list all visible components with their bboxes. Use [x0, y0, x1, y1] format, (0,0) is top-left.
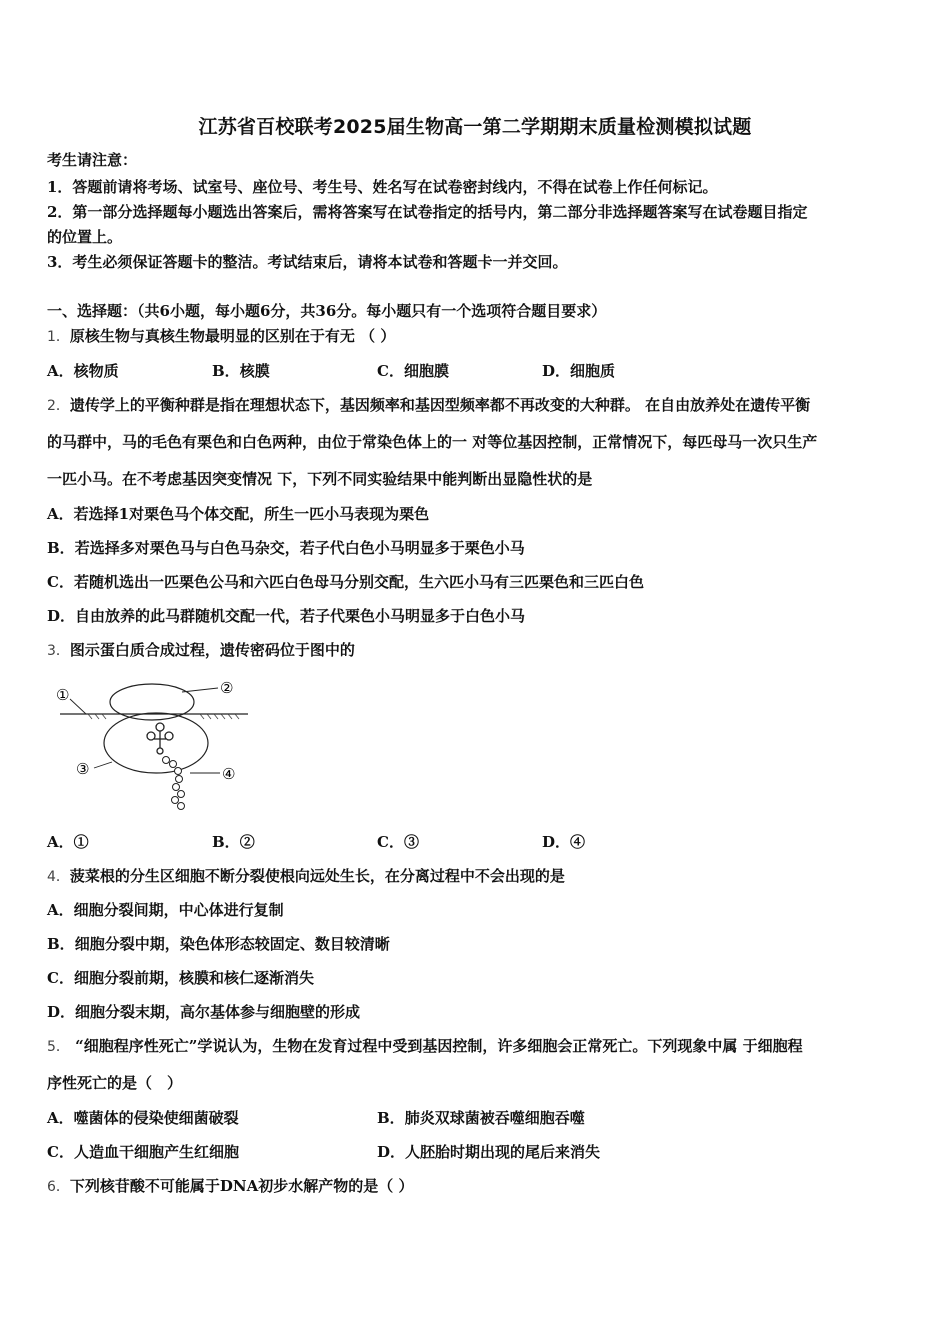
option-text: 细胞分裂前期，核膜和核仁逐渐消失 [73, 969, 314, 987]
question-stem: 图示蛋白质合成过程，遗传密码位于图中的 [69, 641, 355, 659]
option-label: A． [47, 833, 74, 851]
option-b[interactable] [212, 361, 270, 381]
option-label: D． [47, 607, 76, 625]
option-c[interactable] [377, 832, 419, 852]
option-text: 细胞分裂间期，中心体进行复制 [73, 901, 284, 919]
option-label: C． [377, 833, 404, 851]
option-text: 自由放养的此马群随机交配一代，若子代栗色小马明显多于白色小马 [75, 607, 526, 625]
option-text: ④ [570, 833, 586, 851]
option-d[interactable] [47, 606, 525, 626]
page-title: 江苏省百校联考2025届生物高一第二学期期末质量检测模拟试题 [198, 116, 752, 138]
notice-item: 1．答题前请将考场、试室号、座位号、考生号、姓名写在试卷密封线内，不得在试卷上作任何标记。 [47, 178, 718, 196]
peptide-chain [163, 757, 185, 810]
notice-item: 2．第一部分选择题每小题选出答案后，需将答案写在试卷指定的括号内，第二部分非选择题答案写在试卷题目指定 [47, 203, 808, 221]
option-text: 噬菌体的侵染使细菌破裂 [73, 1109, 239, 1127]
option-label: B． [47, 539, 75, 557]
option-c[interactable] [47, 968, 314, 988]
option-label: A． [47, 901, 74, 919]
question-number: 2． [47, 398, 70, 414]
diagram-label-1: ① [56, 686, 70, 704]
option-label: A． [47, 505, 74, 523]
diagram-label-3: ③ [76, 760, 90, 778]
question-stem-line: 序性死亡的是（ ） [47, 1074, 183, 1092]
question-6 [47, 1176, 414, 1197]
option-a[interactable] [47, 504, 429, 524]
option-c[interactable] [47, 572, 644, 592]
diagram-label-2: ② [220, 679, 234, 697]
option-label: D． [47, 1003, 76, 1021]
option-c[interactable] [47, 1142, 239, 1162]
question-1 [47, 326, 395, 347]
option-d[interactable] [542, 832, 585, 852]
option-b[interactable] [47, 934, 390, 954]
option-label: A． [47, 362, 74, 380]
option-d[interactable] [377, 1142, 600, 1162]
notice-item: 的位置上。 [47, 228, 123, 246]
option-label: B． [212, 362, 240, 380]
option-label: C． [47, 1143, 74, 1161]
protein-synthesis-diagram [48, 676, 258, 816]
option-a[interactable] [47, 832, 89, 852]
option-label: B． [212, 833, 240, 851]
question-stem: 菠菜根的分生区细胞不断分裂使根向远处生长，在分离过程中不会出现的是 [69, 867, 565, 885]
question-number: 5． [47, 1039, 70, 1055]
notice-heading: 考生请注意： [47, 151, 138, 169]
option-text: 核物质 [73, 362, 119, 380]
question-number: 3． [47, 643, 70, 659]
ribosome-large-subunit [104, 713, 208, 773]
leader-lines [70, 688, 220, 773]
option-text: 细胞分裂末期，高尔基体参与细胞壁的形成 [75, 1003, 361, 1021]
question-3 [47, 640, 355, 661]
option-label: D． [542, 833, 571, 851]
question-stem-line: “细胞程序性死亡”学说认为，生物在发育过程中受到基因控制，许多细胞会正常死亡。下列现象中属 于细胞程 [69, 1037, 803, 1055]
option-text: 若选择1对栗色马个体交配，所生一匹小马表现为栗色 [73, 505, 430, 523]
option-label: B． [377, 1109, 405, 1127]
question-stem-line: 一匹小马。在不考虑基因突变情况 下，下列不同实验结果中能判断出显隐性状的是 [47, 470, 593, 488]
mrna-hatching [88, 714, 239, 719]
option-text: 若随机选出一匹栗色公马和六匹白色母马分别交配，生六匹小马有三匹栗色和三匹白色 [73, 573, 644, 591]
option-text: 人造血干细胞产生红细胞 [73, 1143, 239, 1161]
option-label: B． [47, 935, 75, 953]
option-text: 细胞质 [570, 362, 616, 380]
notice-item: 3．考生必须保证答题卡的整洁。考试结束后，请将本试卷和答题卡一并交回。 [47, 253, 568, 271]
question-stem-line: 的马群中，马的毛色有栗色和白色两种，由位于常染色体上的一 对等位基因控制，正常情况下，每匹母马一次只生产 [47, 433, 818, 451]
question-number: 1． [47, 329, 70, 345]
question-stem: 原核生物与真核生物最明显的区别在于有无 （ ） [69, 327, 396, 345]
option-label: D． [377, 1143, 406, 1161]
option-text: 细胞分裂中期，染色体形态较固定、数目较清晰 [74, 935, 390, 953]
option-label: A． [47, 1109, 74, 1127]
option-label: C． [47, 573, 74, 591]
question-2 [47, 395, 810, 416]
option-text: ③ [403, 833, 419, 851]
option-b[interactable] [47, 538, 525, 558]
question-number: 6． [47, 1179, 70, 1195]
option-d[interactable] [47, 1002, 360, 1022]
option-label: C． [377, 362, 404, 380]
option-a[interactable] [47, 1108, 239, 1128]
question-number: 4． [47, 869, 70, 885]
option-text: ② [239, 833, 255, 851]
option-text: 细胞膜 [403, 362, 449, 380]
option-text: 若选择多对栗色马与白色马杂交，若子代白色小马明显多于栗色小马 [74, 539, 525, 557]
diagram-label-4: ④ [222, 765, 236, 783]
option-text: 人胚胎时期出现的尾后来消失 [405, 1143, 601, 1161]
option-text: ① [73, 833, 89, 851]
question-stem: 下列核苷酸不可能属于DNA初步水解产物的是（ ） [69, 1177, 414, 1195]
question-4 [47, 866, 565, 887]
option-c[interactable] [377, 361, 449, 381]
option-label: D． [542, 362, 571, 380]
option-b[interactable] [377, 1108, 585, 1128]
option-d[interactable] [542, 361, 615, 381]
trna [147, 723, 173, 754]
option-a[interactable] [47, 900, 284, 920]
option-b[interactable] [212, 832, 255, 852]
option-label: C． [47, 969, 74, 987]
option-a[interactable] [47, 361, 119, 381]
question-stem-line: 遗传学上的平衡种群是指在理想状态下，基因频率和基因型频率都不再改变的大种群。 在自由放养处在遗传平衡 [69, 396, 811, 414]
section-heading: 一、选择题：（共6小题，每小题6分，共36分。每小题只有一个选项符合题目要求） [47, 302, 607, 320]
option-text: 核膜 [239, 362, 270, 380]
question-5 [47, 1036, 803, 1057]
option-text: 肺炎双球菌被吞噬细胞吞噬 [404, 1109, 585, 1127]
